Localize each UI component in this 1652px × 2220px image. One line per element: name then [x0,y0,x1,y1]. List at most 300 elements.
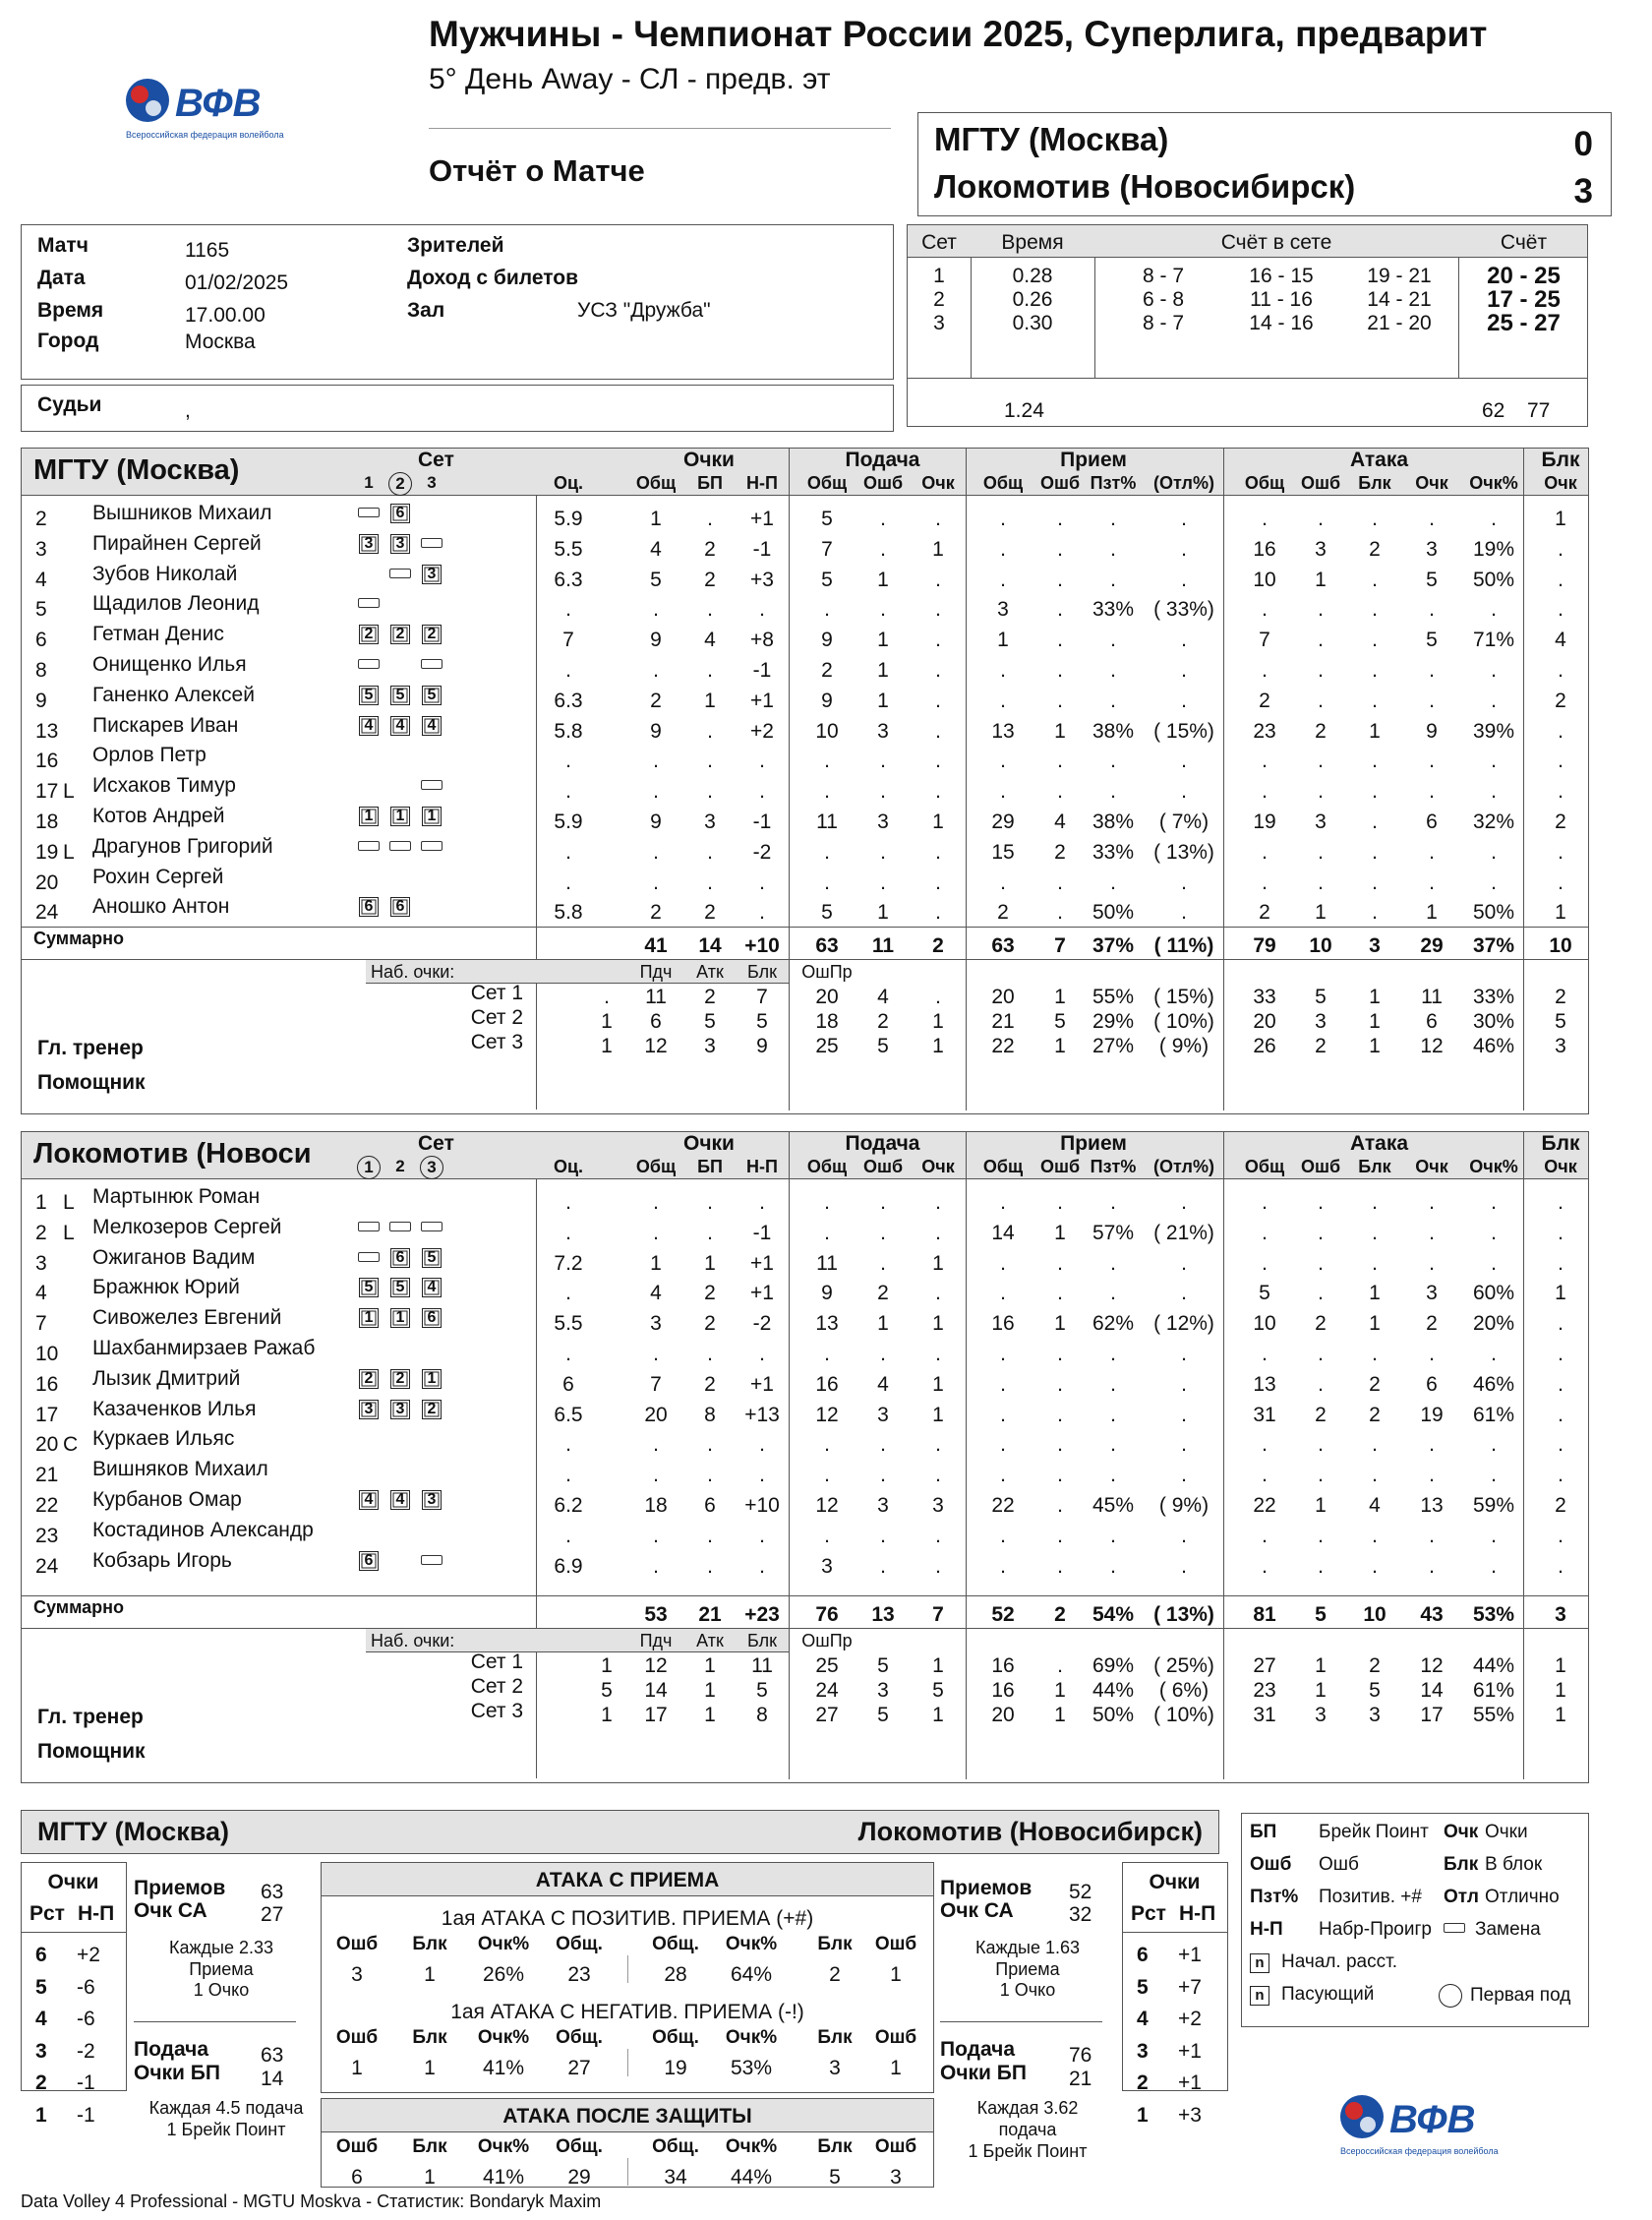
summary-cell: 53 [644,1603,668,1626]
stat-cell: . [880,537,886,561]
set-row-cell: 8 [756,1704,768,1726]
stat-cell: . [1429,840,1435,864]
stat-cell: . [1558,1554,1564,1578]
summary-cell: 13 [871,1603,895,1626]
position-box: 2 [422,1400,442,1419]
attack-col-head: Общ. [652,2136,699,2157]
stat-cell: . [935,840,941,864]
stat-cell: . [1057,1251,1063,1275]
player-number: 2 [35,1221,47,1244]
stat-cell: . [565,840,571,864]
stat-cell: 2 [1555,1494,1566,1517]
stat-cell: . [935,719,941,743]
attack-col-head: Общ. [652,1934,699,1954]
home-np-head: Н-П [78,1902,115,1925]
attack-col-head: Общ. [556,2027,603,2048]
stat-cell: . [1372,508,1378,530]
summary-cell: 2 [932,934,944,957]
summary-cell: 7 [1054,934,1066,957]
stat-cell: 1 [1315,1494,1327,1517]
away-bp-label: Очки БП [940,2062,1027,2084]
player-role: L [63,1221,75,1244]
stat-cell: . [565,1524,571,1547]
set-row-cell: 2 [877,1010,889,1033]
set-partial-2: 14 - 16 [1249,312,1314,334]
stat-cell: 33% [1092,840,1135,864]
stat-cell: 2 [704,901,716,925]
player-name: Вышников Михаил [92,502,272,524]
player-number: 4 [35,1282,47,1305]
stat-cell: +1 [750,1372,774,1396]
legend-box-icon: n [1250,1986,1269,2006]
attack-col-value: 1 [424,2057,436,2079]
stat-cell: ( 33%) [1153,598,1214,622]
stat-cell: 5.8 [554,901,583,925]
stat-cell: . [1558,1191,1564,1214]
stat-cell: . [1110,508,1116,530]
position-box: 2 [422,625,442,644]
stat-cell: . [1429,1221,1435,1244]
stat-cell: . [1000,508,1006,530]
stat-cell: . [935,870,941,894]
sets-head-time: Время [1001,231,1064,254]
substitution-mark [389,569,411,578]
player-name: Шахбанмирзаев Ражаб [92,1337,316,1359]
player-name: Казаченков Илья [92,1397,257,1420]
col-subhead: Общ [1244,1157,1285,1176]
set-row-cell: ( 10%) [1153,1704,1214,1726]
stat-cell: 13 [1253,1372,1276,1396]
stat-cell: . [565,659,571,682]
set-row-cell: 17 [1420,1704,1444,1726]
stat-cell: 50% [1092,901,1135,925]
attack-col-head: Очк% [725,2136,778,2157]
set-row-cell: 20 [991,986,1015,1008]
stat-cell: . [1318,1282,1324,1305]
attack-col-head: Блк [817,2136,853,2157]
legend-item [1250,1822,1429,1843]
stat-cell: . [1000,689,1006,712]
set-indicator: 3 [420,1156,443,1179]
player-number: 4 [35,568,47,591]
set-row-cell: 1 [601,1654,613,1677]
position-box: 4 [390,1490,410,1510]
player-number: 3 [35,1251,47,1275]
set-partial-3: 14 - 21 [1367,288,1432,311]
attack-col-value: 6 [351,2166,363,2189]
stat-cell: . [935,1524,941,1547]
set-row-cell: 17 [644,1704,668,1726]
set-partial-2: 11 - 16 [1250,288,1313,311]
attack-col-head: Ошб [874,2136,917,2157]
col-subhead: Ошб [1300,473,1341,493]
attack-col-head: Ошб [335,2136,379,2157]
match-city: Москва [185,330,256,353]
stat-cell: . [1110,568,1116,591]
player-row [22,1337,1588,1373]
set-row-cell: 23 [1253,1679,1276,1702]
stat-cell: . [1491,1554,1497,1578]
summary-cell: 5 [1315,1603,1327,1626]
set-row-cell: 14 [644,1679,668,1702]
stat-cell: . [1057,537,1063,561]
stat-cell: . [935,689,941,712]
stat-cell: 5.5 [554,1312,583,1336]
stat-cell: -1 [752,810,772,833]
set-row-cell: 2 [1555,986,1566,1008]
stat-cell: . [1057,750,1063,773]
stat-cell: 4 [650,1282,662,1305]
stat-cell: . [707,659,713,682]
match-time: 17.00.00 [185,304,266,327]
attack-col-value: 27 [567,2057,591,2079]
stat-cell: 5.5 [554,537,583,561]
stat-cell: . [1429,870,1435,894]
stat-cell: . [880,1433,886,1457]
stat-cell: . [1000,1554,1006,1578]
stat-cell: . [1429,1554,1435,1578]
player-name: Куркаев Ильяс [92,1427,235,1451]
legend-abbr: Блк [1444,1854,1479,1875]
player-role: L [63,840,75,864]
stat-cell: 5 [1259,1282,1270,1305]
stat-cell: 7.2 [554,1251,583,1275]
set-row-cell: . [1057,1654,1063,1677]
stat-cell: . [1057,1191,1063,1214]
position-box: 6 [422,1308,442,1328]
stat-cell: . [1000,568,1006,591]
player-name: Мелкозеров Сергей [92,1215,282,1238]
stat-cell: . [759,780,765,804]
stat-cell: 2 [650,689,662,712]
set-number: 3 [933,312,945,334]
stat-cell: 16 [1253,537,1276,561]
stat-cell: . [1057,901,1063,925]
stat-cell: . [1181,780,1187,804]
stat-cell: . [707,780,713,804]
rotation-number: 1 [1137,2103,1149,2127]
col-subhead: Ошб [1039,473,1081,493]
stat-cell: . [880,780,886,804]
stat-cell: . [824,1524,830,1547]
stat-cell: . [653,870,659,894]
set-row-cell: 5 [877,1035,889,1057]
stat-cell: . [565,1433,571,1457]
stat-cell: . [1491,870,1497,894]
logo-caption: Всероссийская федерация волейбола [126,130,284,140]
set-row-cell: 16 [991,1654,1015,1677]
set-row-cell: 46% [1472,1035,1515,1057]
set-indicator: 1 [364,473,374,492]
col-subhead: Общ [806,1157,848,1176]
stat-cell: . [935,1554,941,1578]
stat-cell: 1 [1054,719,1066,743]
stat-cell: . [1110,689,1116,712]
player-name: Драгунов Григорий [92,834,273,858]
stat-cell: . [1372,629,1378,652]
substitution-mark [389,841,411,851]
attack-col-head: Общ. [556,2136,603,2157]
stat-cell: . [707,1191,713,1214]
stat-cell: . [1491,1191,1497,1214]
legend-abbr: БП [1250,1822,1277,1842]
stat-cell: . [880,508,886,530]
stat-cell: 1 [932,1251,944,1275]
stat-cell: . [1318,750,1324,773]
stat-cell: . [1262,1464,1268,1487]
stat-cell: 22 [1253,1494,1276,1517]
player-row [22,1458,1588,1494]
set-number: 2 [933,288,945,311]
rotation-value: +2 [1178,2008,1202,2030]
group-head-serve: Подача [845,1132,920,1155]
stat-cell: . [1181,1554,1187,1578]
set-row-cell: 26 [1253,1035,1276,1057]
legend-abbr: Ошб [1250,1854,1292,1875]
attack-col-value: 1 [890,2057,902,2079]
attack-negative-title: 1ая АТАКА С НЕГАТИВ. ПРИЕМА (-!) [450,2001,804,2023]
stat-cell: . [653,659,659,682]
attack-col-value: 3 [829,2057,841,2079]
stat-cell: . [565,870,571,894]
set-row-cell: 12 [1420,1654,1444,1677]
set-row-cell: 31 [1253,1704,1276,1726]
set-row-cell: 2 [1315,1035,1327,1057]
stat-cell: 5 [1426,568,1438,591]
attack-reception-title: АТАКА С ПРИЕМА [535,1869,720,1891]
player-number: 20 [35,870,59,894]
summary-cell: 54% [1092,1603,1135,1626]
set-indicator: 3 [427,473,437,492]
stat-cell: 50% [1472,568,1515,591]
svg-text:ВФВ: ВФВ [175,82,262,125]
position-box: 4 [390,716,410,736]
label-city: Город [37,330,99,352]
stat-cell: . [1318,598,1324,622]
set-partial-3: 19 - 21 [1367,265,1432,287]
summary-cell: 21 [698,1603,722,1626]
set-row-cell: 1 [1054,986,1066,1008]
stat-cell: . [1000,1282,1006,1305]
set-row-cell: 3 [1369,1704,1381,1726]
stat-cell: 5.9 [554,810,583,833]
total-time: 1.24 [1004,399,1044,422]
position-box: 2 [390,1369,410,1389]
stat-cell: 15 [991,840,1015,864]
stat-cell: 1 [932,537,944,561]
stat-cell: 22 [991,1494,1015,1517]
stat-cell: 19 [1420,1403,1444,1426]
stat-cell: . [707,598,713,622]
legend-item [1439,1984,1570,2008]
stat-cell: . [1429,750,1435,773]
rotation-value: -1 [77,2103,95,2127]
col-subhead: Очк [1544,1157,1577,1176]
position-box: 1 [422,807,442,826]
position-box: 1 [390,807,410,826]
attack-col-head: Блк [817,1934,853,1954]
stat-cell: . [707,508,713,530]
coach-label: Гл. тренер [37,1706,144,1728]
rotation-value: +2 [77,1944,100,1966]
match-date: 01/02/2025 [185,271,289,294]
away-sets-won: 3 [1573,172,1593,210]
stat-cell: 10 [1253,1312,1276,1336]
legend-item [1250,1887,1422,1908]
position-box: 5 [422,686,442,705]
position-box: 6 [359,897,379,917]
col-subhead: Пзт% [1090,1157,1137,1176]
col-subhead: Общ [982,1157,1024,1176]
set-indicator: 1 [357,1156,381,1179]
stat-cell: 8 [704,1403,716,1426]
stat-cell: . [1262,508,1268,530]
stat-cell: . [880,1343,886,1365]
stat-cell: 2 [997,901,1009,925]
player-number: 24 [35,901,59,925]
stat-cell: . [1372,1343,1378,1365]
position-box: 6 [390,1248,410,1268]
stat-cell: 7 [1259,629,1270,652]
attack-col-value: 19 [664,2057,687,2079]
home-rec-note3: 1 Очко [193,1980,250,2000]
set-row-cell: 1 [1369,1035,1381,1057]
stat-cell: . [1057,1343,1063,1365]
stat-cell: . [1558,719,1564,743]
stat-cell: 13 [815,1312,839,1336]
set-row-cell: 16 [991,1679,1015,1702]
substitution-mark [358,508,380,517]
set-row-cell: 22 [991,1035,1015,1057]
stat-cell: . [1558,659,1564,682]
player-row [22,1518,1588,1555]
stat-cell: . [1372,1433,1378,1457]
stat-cell: . [1429,1524,1435,1547]
attack-col-head: Блк [412,1934,447,1954]
rotation-number: 4 [35,2008,47,2030]
nab-col-head: Блк [747,962,777,982]
col-subhead: (Отл%) [1152,1157,1214,1176]
set-row-cell: 18 [815,1010,839,1033]
set-row-cell: 5 [877,1654,889,1677]
player-name: Кобзарь Игорь [92,1548,232,1572]
summary-cell: 79 [1253,934,1276,957]
home-rotation-box [21,1862,127,2127]
stat-cell: . [1318,840,1324,864]
stat-cell: . [1491,1524,1497,1547]
stat-cell: . [1318,870,1324,894]
stat-cell: . [1558,1343,1564,1365]
stat-cell: 32% [1472,810,1515,833]
stat-cell: . [824,1343,830,1365]
stat-cell: . [565,1221,571,1244]
stat-cell: 1 [650,1251,662,1275]
attack-col-value: 5 [829,2166,841,2189]
player-row [22,1245,1588,1283]
stat-cell: 6.3 [554,568,583,591]
stat-cell: 5 [650,568,662,591]
home-team-name: МГТУ (Москва) [934,121,1169,157]
player-row [22,774,1588,810]
team-name: МГТУ (Москва) [33,454,240,486]
player-number: 23 [35,1524,59,1547]
summary-cell: 3 [1555,1603,1566,1626]
stat-cell: 6.2 [554,1494,583,1517]
stat-cell: 2 [704,568,716,591]
stat-cell: . [1318,1251,1324,1275]
player-number: 16 [35,750,59,773]
stat-cell: . [1372,568,1378,591]
stat-cell: . [759,1191,765,1214]
stat-cell: . [1057,508,1063,530]
attack-defense-title: АТАКА ПОСЛЕ ЗАЩИТЫ [502,2105,752,2128]
player-number: 5 [35,598,47,622]
player-name: Курбанов Омар [92,1488,242,1511]
stat-cell: . [824,598,830,622]
set-row-cell: 9 [756,1035,768,1057]
player-number: 17 [35,780,59,804]
stat-cell: . [1491,689,1497,712]
set-row-cell: 11 [645,986,667,1008]
away-rec-value: 52 [1069,1881,1092,1903]
set-col-head: Сет [418,449,454,471]
stat-cell: . [935,1282,941,1305]
player-number: 2 [35,508,47,530]
set-row-cell: 1 [1555,1654,1566,1677]
substitution-mark [389,1222,411,1231]
stat-cell: . [1057,568,1063,591]
set-row-cell: 61% [1472,1679,1515,1702]
set-row-cell: 50% [1092,1704,1135,1726]
col-subhead: Блк [1358,1157,1391,1176]
player-number: 7 [35,1312,47,1336]
home-serve-value: 63 [261,2044,284,2067]
legend-desc: Начал. расст. [1281,1951,1397,1972]
group-head-points: Очки [683,1132,735,1155]
set-row-cell: 24 [815,1679,839,1702]
set-row-cell: 25 [815,1654,839,1677]
player-number: 13 [35,719,59,743]
legend-item [1250,1854,1359,1876]
home-bp-label: Очки БП [134,2062,220,2084]
player-row [22,1366,1588,1404]
attack-col-value: 2 [829,1963,841,1986]
stat-cell: . [1000,750,1006,773]
set-row-cell: 5 [601,1679,613,1702]
stat-cell: . [1558,870,1564,894]
attack-col-head: Очк% [725,2027,778,2048]
legend-item [1250,1951,1397,1973]
stat-cell: ( 7%) [1158,810,1210,833]
player-name: Гетман Денис [92,623,224,646]
stat-cell: . [565,1343,571,1365]
attack-col-value: 41% [482,2057,525,2079]
legend-box-icon: n [1250,1953,1269,1973]
set-row-cell: 3 [1315,1010,1327,1033]
set-row-cell: 7 [756,986,768,1008]
set-row-cell: 5 [756,1679,768,1702]
stat-cell: . [1372,870,1378,894]
stat-cell: 6 [1426,1372,1438,1396]
stat-cell: . [1491,840,1497,864]
summary-cell: 52 [991,1603,1015,1626]
rotation-number: 6 [1137,1944,1149,1966]
stat-cell: . [935,1433,941,1457]
stat-cell: . [1181,1524,1187,1547]
stat-cell: . [1181,568,1187,591]
label-match: Матч [37,234,88,257]
summary-cell: 43 [1420,1603,1444,1626]
